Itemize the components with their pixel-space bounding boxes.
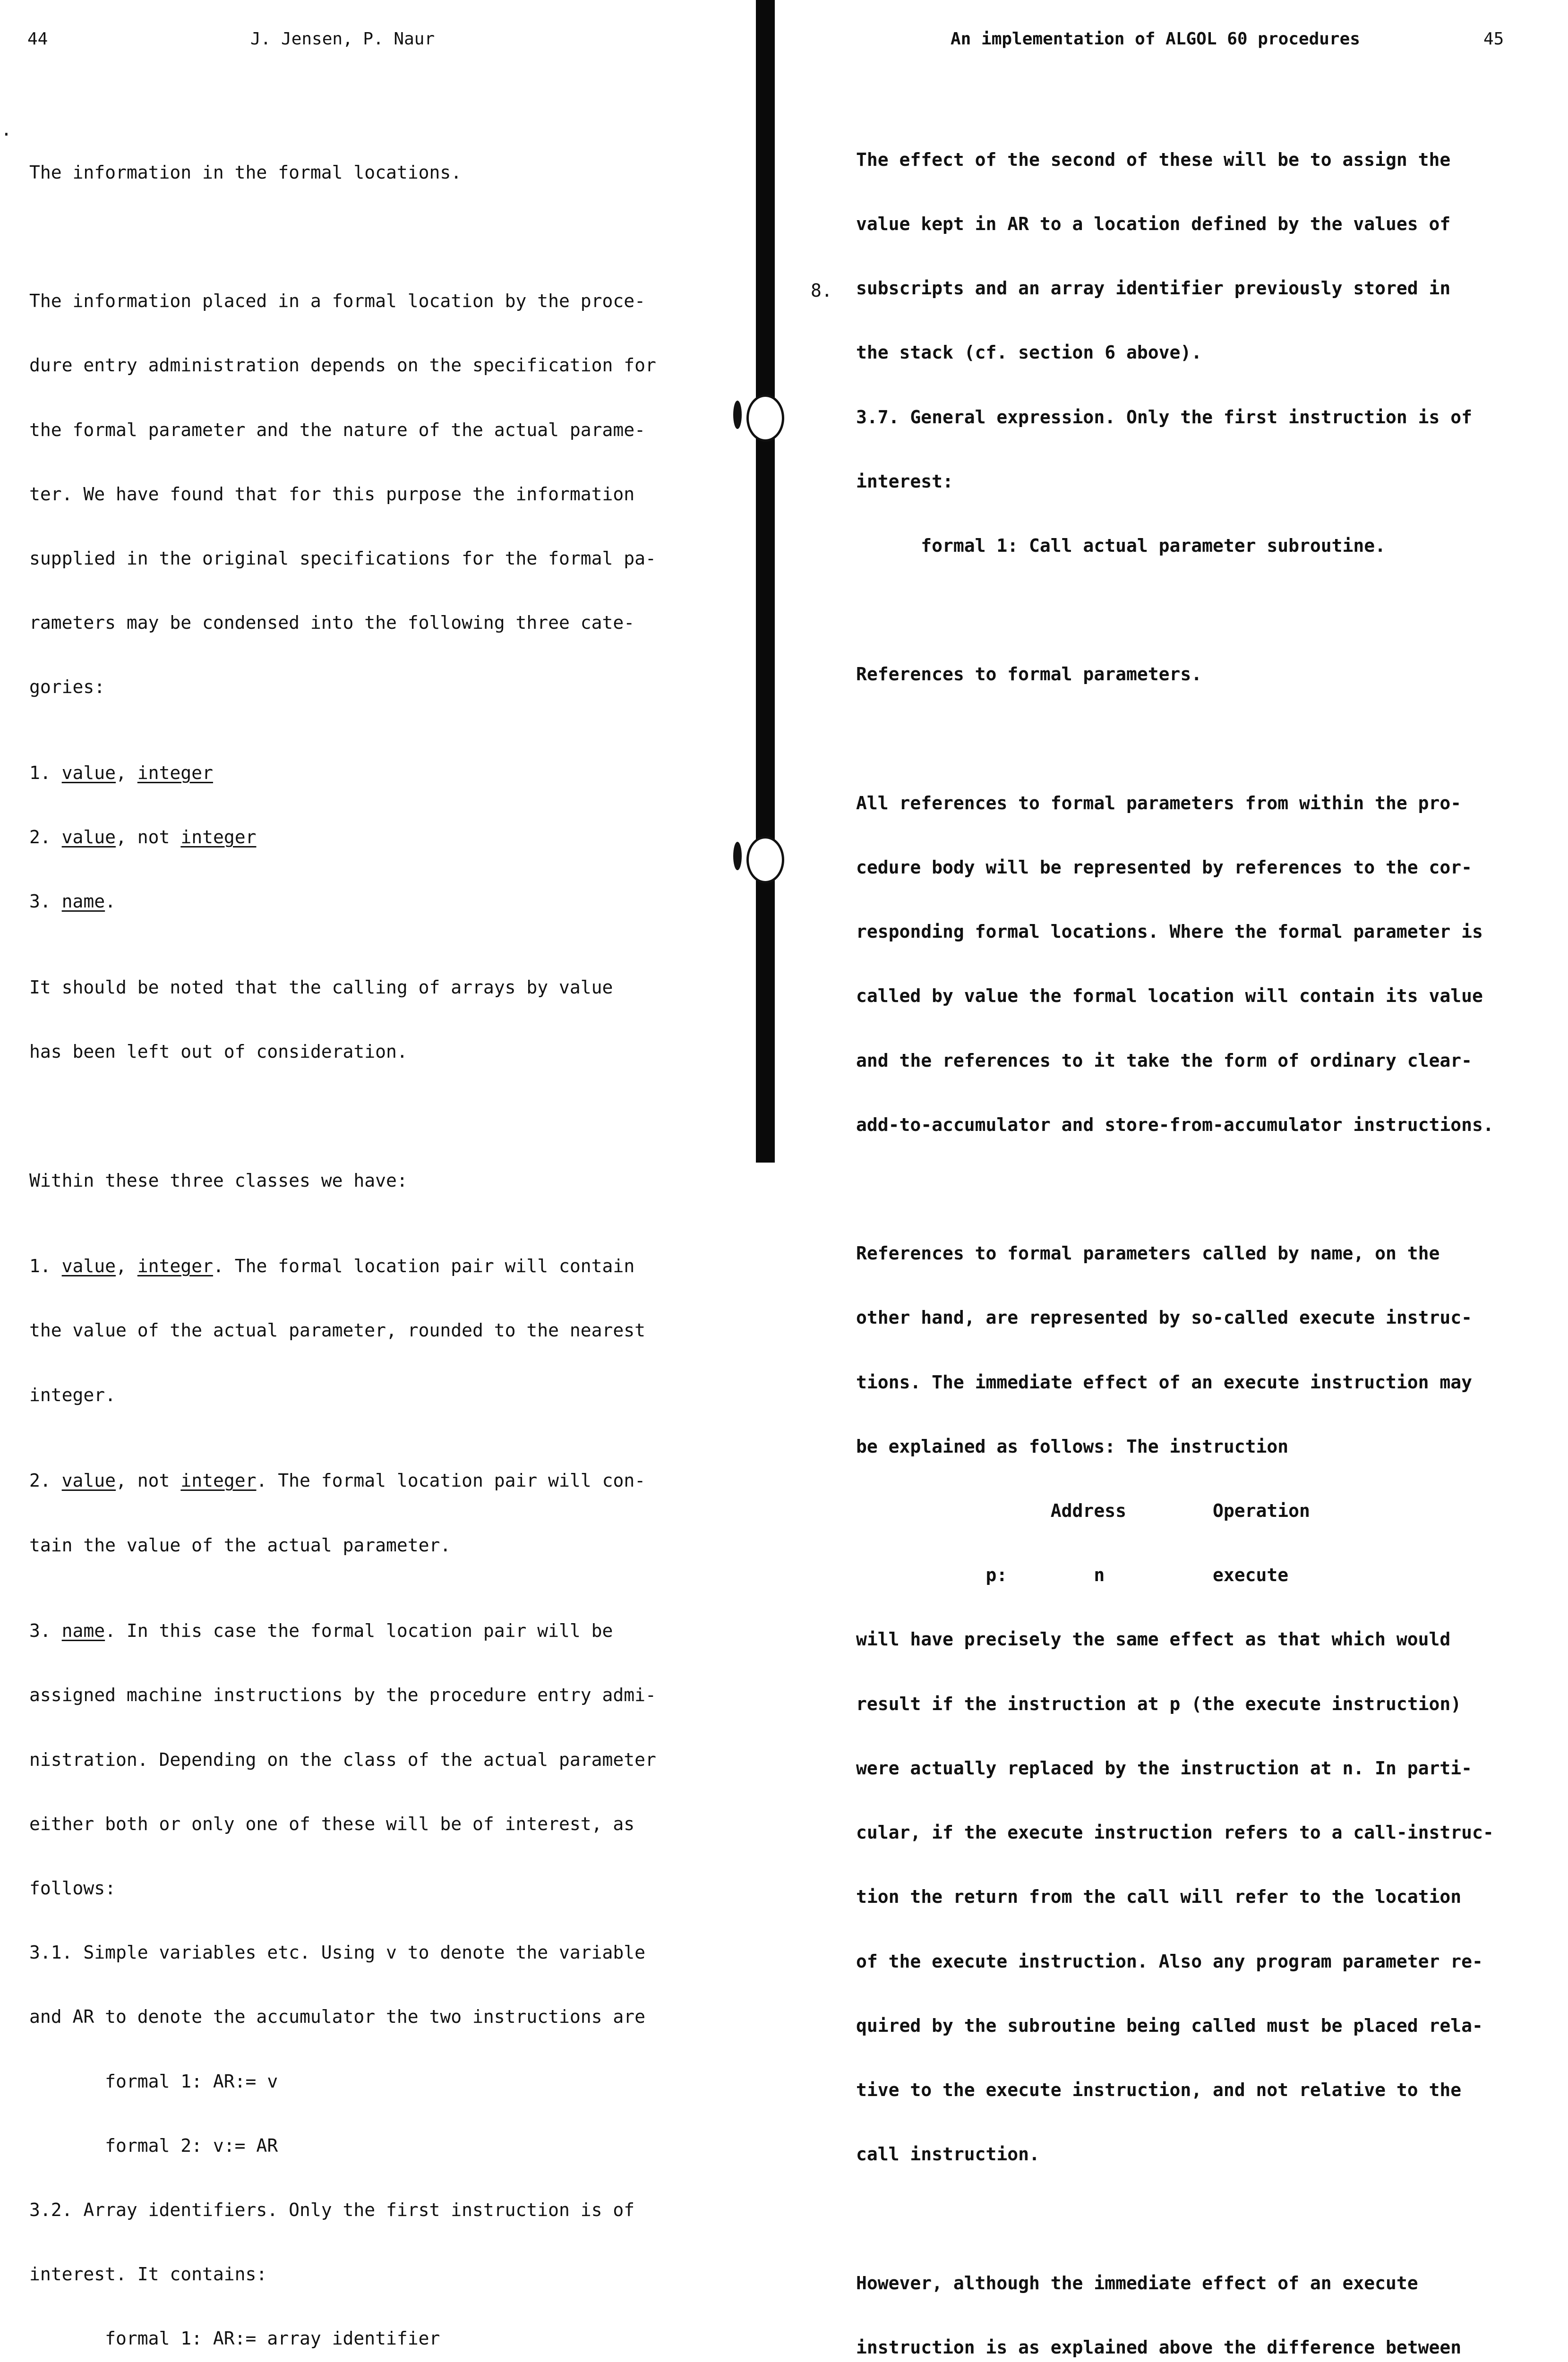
text-line: follows: (29, 1877, 116, 1899)
text-line: has been left out of consideration. (29, 1041, 408, 1062)
class-2-heading (29, 1470, 667, 1491)
text-line: dure entry administration depends on the specification for (29, 355, 656, 376)
binding-mark (733, 401, 742, 429)
text-line: supplied in the original specifications for the formal pa- (29, 548, 656, 569)
page-number: 45 (1483, 29, 1504, 49)
text-line: The information placed in a formal location by the proce- (29, 291, 646, 312)
underlined-keyword: integer (137, 1256, 213, 1277)
text-line: subscripts and an array identifier previously stored in (856, 278, 1451, 299)
text-line: assigned machine instructions by the procedure entry admi- (29, 1685, 656, 1706)
text-line: 3.2. Array identifiers. Only the first instruction is of (29, 2199, 635, 2220)
text-line: formal 1: AR:= v (29, 2071, 278, 2092)
text-line: interest. It contains: (29, 2264, 267, 2285)
running-head: An implementation of ALGOL 60 procedures (951, 29, 1360, 49)
text-line: add-to-accumulator and store-from-accumulator instructions. (856, 1114, 1494, 1135)
text-fragment: . In this case the formal location pair will be (105, 1620, 613, 1642)
running-head: J. Jensen, P. Naur (250, 29, 435, 49)
text-line: nistration. Depending on the class of the actual parameter (29, 1749, 656, 1770)
text-line: formal 1: AR:= array identifier (29, 2328, 440, 2349)
text-line: 3.1. Simple variables etc. Using v to denote the variable (29, 1942, 646, 1963)
text-line: other hand, are represented by so-called execute instruc- (856, 1307, 1473, 1328)
text-fragment: 2. (29, 827, 62, 848)
right-body-text (856, 106, 1494, 2362)
text-line: References to formal parameters called by name, on the (856, 1243, 1440, 1264)
text-fragment: . The formal location pair will con- (256, 1470, 646, 1491)
text-fragment: . (105, 891, 116, 912)
class-3-heading (29, 1620, 667, 1642)
text-line: were actually replaced by the instruction at n. In parti- (856, 1757, 1473, 1779)
text-line: tions. The immediate effect of an execute instruction may (856, 1371, 1473, 1393)
text-fragment: , (116, 1256, 137, 1277)
text-line: p: n execute (856, 1565, 1289, 1586)
book-gutter (756, 0, 775, 1163)
underlined-keyword: value (61, 827, 116, 848)
text-line: the value of the actual parameter, rounded to the nearest (29, 1320, 646, 1341)
text-fragment: 2. (29, 1470, 62, 1491)
text-line (856, 1179, 1494, 1200)
binding-mark (733, 842, 742, 870)
text-line: the stack (cf. section 6 above). (856, 342, 1202, 363)
underlined-keyword: integer (180, 827, 257, 848)
text-line: cular, if the execute instruction refers to a call-instruc- (856, 1822, 1494, 1843)
class-1-heading (29, 1256, 667, 1277)
text-line: 3.7. General expression. Only the first instruction is of (856, 406, 1473, 428)
underlined-keyword: value (61, 1470, 116, 1491)
text-line: integer. (29, 1384, 116, 1405)
category-1 (29, 762, 667, 784)
text-line (29, 226, 667, 248)
text-fragment: , (116, 762, 137, 784)
underlined-keyword: name (61, 1620, 105, 1642)
text-line: ter. We have found that for this purpose the information (29, 483, 635, 505)
text-line (856, 2208, 1494, 2229)
text-fragment: 1. (29, 762, 62, 784)
text-fragment: 3. (29, 891, 62, 912)
text-line: cedure body will be represented by references to the cor- (856, 857, 1473, 878)
section-number: 8. (811, 280, 832, 301)
paragraph-gap (29, 1105, 667, 1127)
underlined-keyword: integer (180, 1470, 257, 1491)
text-line: tion the return from the call will refer to the location (856, 1886, 1462, 1908)
text-line: tive to the execute instruction, and not relative to the (856, 2079, 1462, 2100)
text-line: The effect of the second of these will be to assign the (856, 149, 1451, 170)
left-page (0, 0, 756, 2349)
text-fragment: . The formal location pair will contain (213, 1256, 635, 1277)
text-line: gories: (29, 676, 105, 698)
text-fragment: , not (116, 827, 181, 848)
underlined-keyword: value (61, 762, 116, 784)
text-line: either both or only one of these will be of interest, as (29, 1813, 635, 1834)
category-2 (29, 827, 667, 848)
underlined-keyword: integer (137, 762, 213, 784)
text-line: Within these three classes we have: (29, 1170, 408, 1191)
section-heading: References to formal parameters. (856, 664, 1202, 685)
underlined-keyword: value (61, 1256, 116, 1277)
underlined-keyword: name (61, 891, 105, 912)
text-line: However, although the immediate effect of an execute (856, 2272, 1418, 2294)
text-line: will have precisely the same effect as that which would (856, 1629, 1451, 1650)
text-line: formal 1: Call actual parameter subroutine. (856, 535, 1386, 556)
text-line (856, 728, 1494, 750)
text-line: tain the value of the actual parameter. (29, 1534, 451, 1556)
text-line (856, 599, 1494, 621)
left-body-text (29, 119, 667, 2362)
text-line: The information in the formal locations. (29, 162, 462, 183)
right-page (775, 0, 1568, 2358)
text-line: quired by the subroutine being called must be placed rela- (856, 2015, 1483, 2036)
text-line: formal 2: v:= AR (29, 2135, 278, 2156)
text-line: responding formal locations. Where the formal parameter is (856, 921, 1483, 942)
text-line: the formal parameter and the nature of the actual parame- (29, 419, 646, 440)
text-line: Address Operation (856, 1500, 1310, 1522)
text-fragment: , not (116, 1470, 181, 1491)
text-line: instruction is as explained above the difference between (856, 2336, 1462, 2358)
category-3 (29, 891, 667, 912)
text-line: of the execute instruction. Also any program parameter re- (856, 1951, 1483, 1972)
text-line: and AR to denote the accumulator the two instructions are (29, 2006, 646, 2028)
text-line: It should be noted that the calling of arrays by value (29, 977, 613, 998)
text-line: interest: (856, 471, 953, 492)
text-line: and the references to it take the form of ordinary clear- (856, 1050, 1473, 1071)
text-line: value kept in AR to a location defined by the values of (856, 214, 1451, 235)
page-number: 44 (27, 29, 48, 49)
text-line: call instruction. (856, 2144, 1040, 2165)
text-line: be explained as follows: The instruction (856, 1436, 1289, 1457)
text-line: result if the instruction at p (the execute instruction) (856, 1693, 1462, 1714)
text-line: rameters may be condensed into the following three cate- (29, 612, 635, 633)
text-fragment: 1. (29, 1256, 62, 1277)
section-bullet: . (1, 119, 12, 140)
text-line: All references to formal parameters from within the pro- (856, 792, 1462, 813)
text-fragment: 3. (29, 1620, 62, 1642)
text-line: called by value the formal location will contain its value (856, 985, 1483, 1007)
